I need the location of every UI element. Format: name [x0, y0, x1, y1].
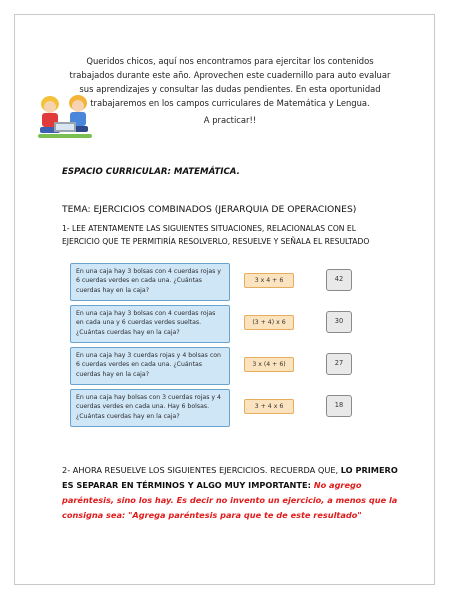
intro-text-block	[68, 54, 392, 127]
topic-heading: TEMA: EJERCICIOS COMBINADOS (JERARQUIA DE OPERACIONES)	[62, 204, 357, 215]
instruction-2-rule: No agrego paréntesis, sino los hay. Es decir no invento un ejercicio, a menos que la consigna sea: "Agrega paréntesis para que te de este resultado"	[62, 480, 398, 520]
result-box[interactable]: 42	[326, 269, 352, 291]
exercise-row	[70, 389, 360, 427]
problem-text-box: En una caja hay 3 bolsas con 4 cuerdas rojas y 6 cuerdas verdes en cada una. ¿Cuántas cuerdas hay en la caja?	[70, 263, 230, 301]
instruction-2-bold: LO PRIMERO ES SEPARAR EN TÉRMINOS Y ALGO MUY IMPORTANTE:	[62, 465, 398, 490]
call-to-action: A practicar!!	[203, 115, 257, 125]
result-box[interactable]: 30	[326, 311, 352, 333]
exercise-row	[70, 347, 360, 385]
expression-box[interactable]: 3 + 4 x 6	[244, 399, 294, 414]
problem-text-box: En una caja hay 3 cuerdas rojas y 4 bolsas con 6 cuerdas verdes en cada una. ¿Cuántas cuerdas hay en la caja?	[70, 347, 230, 385]
instruction-2	[62, 463, 402, 523]
children-reading-illustration	[34, 94, 96, 140]
problem-text-box: En una caja hay 3 bolsas con 4 cuerdas rojas en cada una y 6 cuerdas verdes sueltas. ¿Cuántas cuerdas hay en la caja?	[70, 305, 230, 343]
instruction-1: 1- LEE ATENTAMENTE LAS SIGUIENTES SITUACIONES, RELACIONALAS CON EL EJERCICIO QUE TE PERMITIRÍA RESOLVERLO, RESUELVE Y SEÑALA EL RESULTADO	[62, 224, 370, 246]
exercise-row	[70, 263, 360, 301]
expression-box[interactable]: (3 + 4) x 6	[244, 315, 294, 330]
result-box[interactable]: 18	[326, 395, 352, 417]
expression-box[interactable]: 3 x (4 + 6)	[244, 357, 294, 372]
instruction-2-lead: 2- AHORA RESUELVE LOS SIGUIENTES EJERCICIOS. RECUERDA QUE,	[62, 465, 341, 475]
result-box[interactable]: 27	[326, 353, 352, 375]
intro-paragraph: Queridos chicos, aquí nos encontramos para ejercitar los contenidos trabajados durante este año. Aprovechen este cuadernillo para auto evaluar sus aprendizajes y consultar las dudas pendientes. En esta oportunidad trabajaremos en los campos curriculares de Matemática y Lengua.	[69, 56, 391, 108]
exercise-row	[70, 305, 360, 343]
expression-box[interactable]: 3 x 4 + 6	[244, 273, 294, 288]
problem-text-box: En una caja hay bolsas con 3 cuerdas rojas y 4 cuerdas verdes en cada una. Hay 6 bolsas. ¿Cuántas cuerdas hay en la caja?	[70, 389, 230, 427]
section-title: ESPACIO CURRICULAR: MATEMÁTICA.	[62, 167, 240, 177]
